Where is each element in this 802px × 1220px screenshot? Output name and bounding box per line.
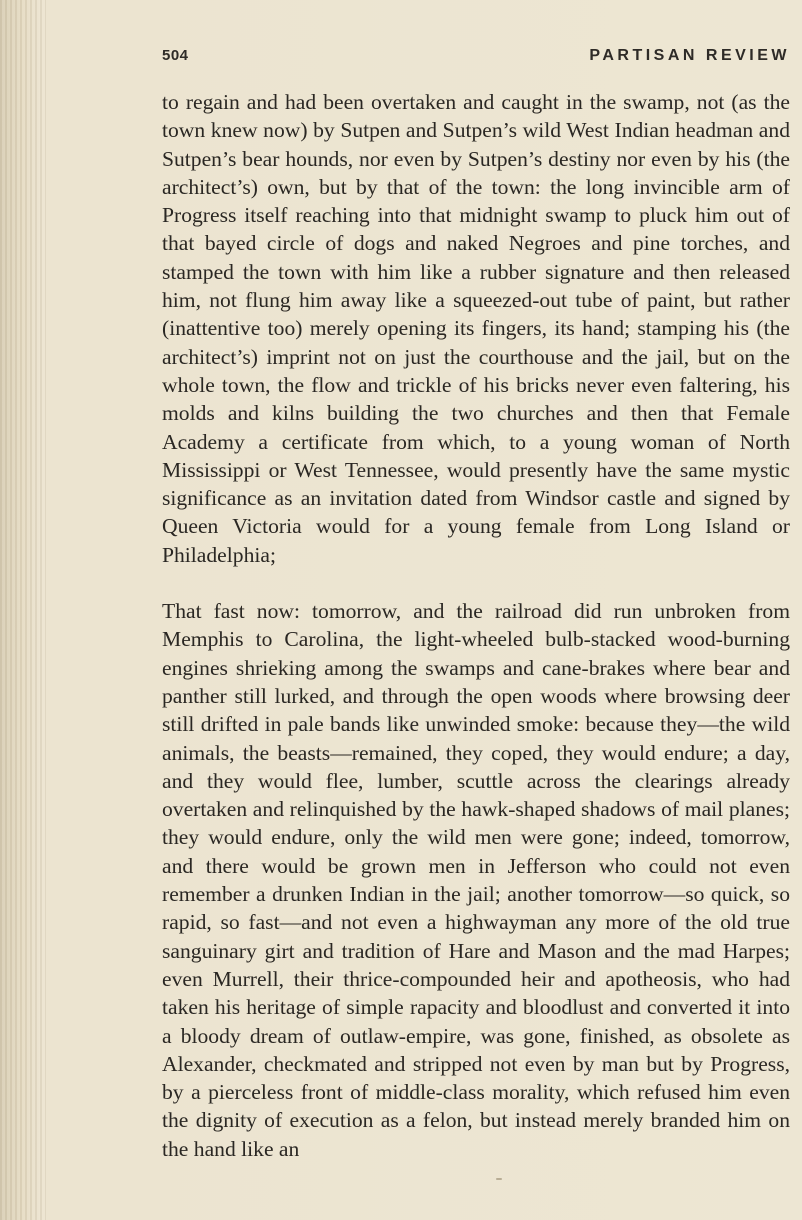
body-text	[162, 88, 790, 1163]
running-title: PARTISAN REVIEW	[589, 47, 790, 64]
paragraph: to regain and had been overtaken and caught in the swamp, not (as the town knew now) by Sutpen and Sutpen’s wild West Indian headman and Sutpen’s bear hounds, nor even by Sutpen’s destiny nor even by his (the architect’s) own, but by that of the town: the long invincible arm of Progress itself reaching into that midnight swamp to pluck him out of that bayed circle of dogs and naked Negroes and pine torches, and stamped the town with him like a rubber signature and then released him, not flung him away like a squeezed-out tube of paint, but rather (inattentive too) merely opening its fingers, its hand; stamping his (the architect’s) imprint not on just the courthouse and the jail, but on the whole town, the flow and trickle of his bricks never even faltering, his molds and kilns building the two churches and then that Female Academy a certificate from which, to a young woman of North Mississippi or West Tennessee, would presently have the same mystic significance as an invitation dated from Windsor castle and signed by Queen Victoria would for a young female from Long Island or Philadelphia;	[162, 90, 790, 567]
print-speck	[496, 1178, 502, 1180]
page-header	[162, 47, 790, 71]
page-binding-edge	[0, 0, 46, 1220]
paragraph: That fast now: tomorrow, and the railroad did run unbroken from Memphis to Carolina, the light-wheeled bulb-stacked wood-burning engines shrieking among the swamps and cane-brakes where bear and panther still lurked, and through the open woods where browsing deer still drifted in pale bands like unwinded smoke: because they—the wild animals, the beasts—remained, they coped, they would endure; a day, and they would flee, lumber, scuttle across the clearings already overtaken and relinquished by the hawk-shaped shadows of mail planes; they would endure, only the wild men were gone; indeed, tomorrow, and there would be grown men in Jefferson who could not even remember a drunken Indian in the jail; another tomorrow—so quick, so rapid, so fast—and not even a highwayman any more of the old true sanguinary girt and tradition of Hare and Mason and the mad Harpes; even Murrell, their thrice-compounded heir and apotheosis, who had taken his heritage of simple rapacity and bloodlust and converted it into a bloody dream of outlaw-empire, was gone, finished, as obsolete as Alexander, checkmated and stripped not even by man but by Progress, by a pierceless front of middle-class morality, which refused him even the dignity of execution as a felon, but instead merely branded him on the hand like an	[162, 599, 790, 1161]
page-number: 504	[162, 47, 189, 64]
